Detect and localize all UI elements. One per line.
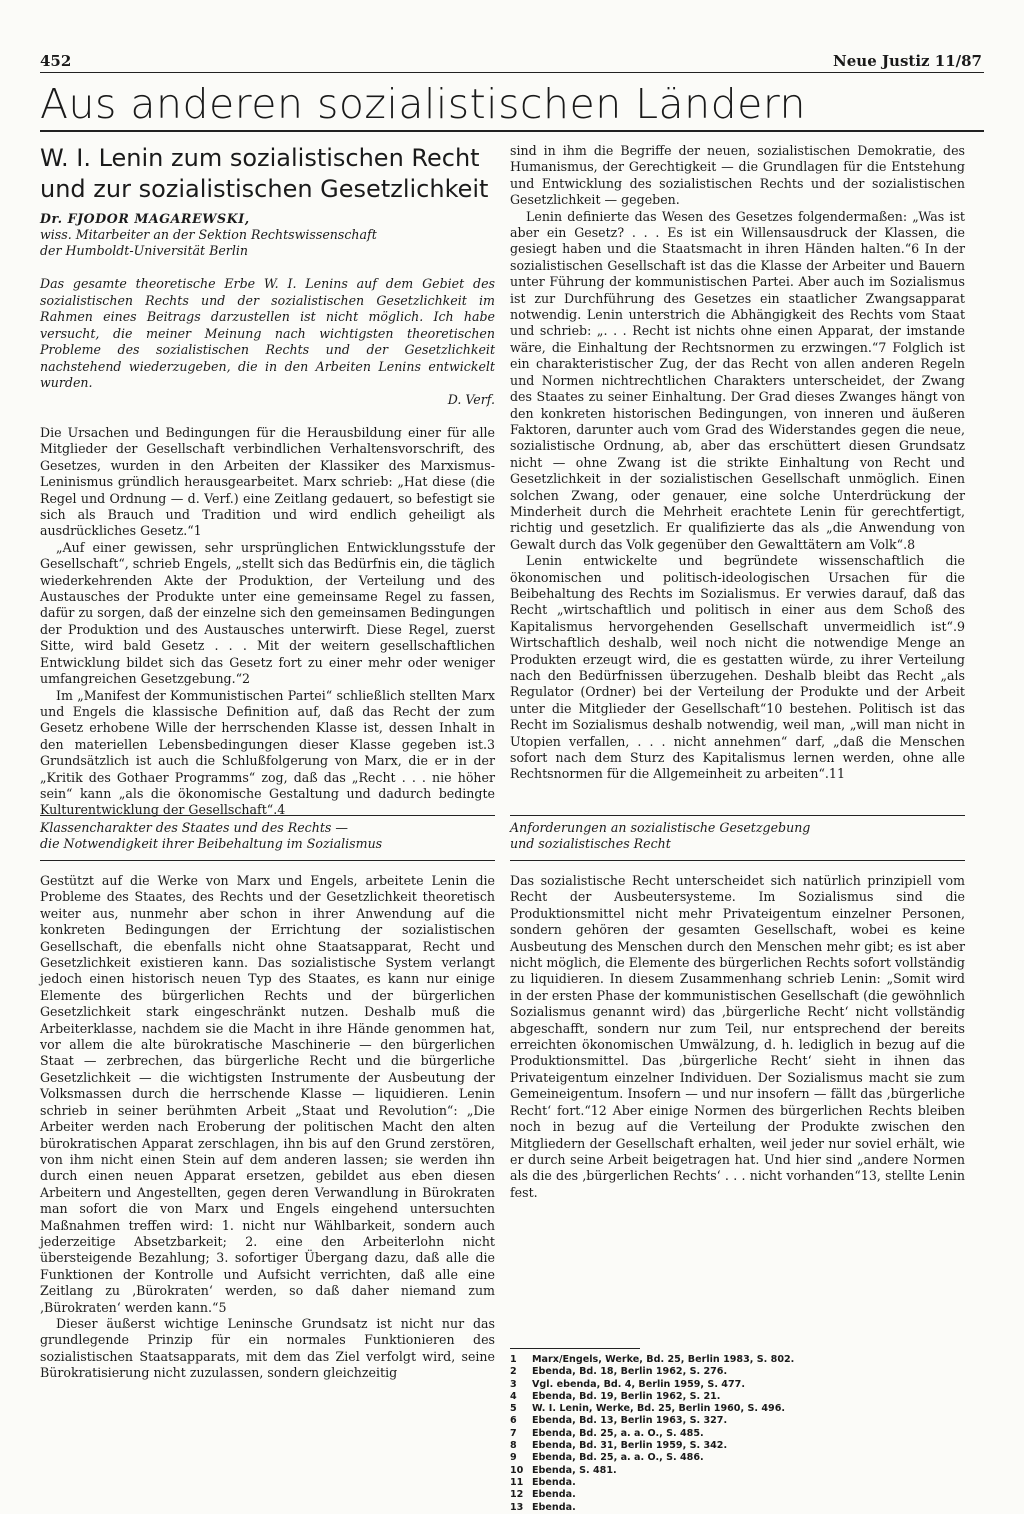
paragraph: Das sozialistische Recht unterscheidet sich natürlich prinzipiell vom Recht der Ausbeutersysteme. Im Sozialismus sind die Produktionsmittel nicht mehr Privateigentum einzelner Personen, sondern gehören der gesamten Gesellschaft, wobei es keine Ausbeutung des Menschen durch den Menschen mehr gibt; es ist aber nicht möglich, die Elemente des bürgerlichen Rechts sofort vollständig zu liquidieren. In diesem Zusammenhang schrieb Lenin: „Somit wird in der ersten Phase der kommunistischen Gesellschaft (die gewöhnlich Sozialismus genannt wird) das ‚bürgerliche Recht‘ nicht vollständig abgeschafft, sondern nur zum Teil, nur entsprechend der bereits erreichten ökonomischen Umwälzung, d. h. lediglich in bezug auf die Produktionsmittel. Das ‚bürgerliche Recht‘ sieht in ihnen das Privateigentum einzelner Individuen. Der Sozialismus macht sie zum Gemeineigentum. Insofern — und nur insofern — fällt das ‚bürgerliche Recht‘ fort.“12 Aber einige Normen des bürgerlichen Rechts bleiben noch in bezug auf die Verteilung der Produkte zwischen den Mitgliedern der Gesellschaft erhalten, weil jeder nur soviel erhält, wie er durch seine Arbeit beigetragen hat. Und hier sind „andere Normen als die des ‚bürgerlichen Rechts‘ . . . nicht vorhanden“13, stellte Lenin fest. [510, 873, 965, 1200]
journal-issue: Neue Justiz 11/87 [833, 52, 982, 70]
article-title [40, 143, 495, 205]
footnote [510, 1440, 965, 1452]
footnote [510, 1465, 965, 1477]
paragraph: sind in ihm die Begriffe der neuen, sozialistischen Demokratie, des Humanismus, der Gerechtigkeit — die Grundlagen für die Entstehung und Entwicklung des sozialistischen Rechts und der sozialistischen Gesetzlichkeit — gegeben. [510, 143, 965, 208]
subheading-rule-right [510, 815, 965, 816]
author-name: Dr. FJODOR MAGAREWSKI, [40, 211, 250, 226]
paragraph: Gestützt auf die Werke von Marx und Engels, arbeitete Lenin die Probleme des Staates, des Rechts und der Gesetzlichkeit theoretisch weiter aus, nunmehr aber schon in ihrer Anwendung auf die konkreten Bedingungen der Errichtung der sozialistischen Gesellschaft, die ebenfalls nicht ohne Staatsapparat, Recht und Gesetzlichkeit existieren kann. Das sozialistische System verlangt jedoch einen historisch neuen Typ des Staates, es kann nur einige Elemente des bürgerlichen Rechts und der bürgerlichen Gesetzlichkeit stark eingeschränkt nutzen. Deshalb muß die Arbeiterklasse, nachdem sie die Macht in ihre Hände genommen hat, vor allem die alte bürokratische Maschinerie — den bürgerlichen Staat — zerbrechen, das bürgerliche Recht und die bürgerliche Gesetzlichkeit — die wichtigsten Instrumente der Ausbeutung der Volksmassen durch die herrschende Klasse — liquidieren. Lenin schrieb in seiner berühmten Arbeit „Staat und Revolution“: „Die Arbeiter werden nach Eroberung der politischen Macht den alten bürokratischen Apparat zerschlagen, ihn bis auf den Grund zerstören, von ihm nicht einen Stein auf dem anderen lassen; sie werden ihn durch einen neuen Apparat ersetzen, gebildet aus eben diesen Arbeitern und Angestellten, gegen deren Verwandlung in Bürokraten man sofort die von Marx und Engels eingehend untersuchten Maßnahmen treffen wird: 1. nicht nur Wählbarkeit, sondern auch jederzeitige Absetzbarkeit; 2. eine den Arbeiterlohn nicht übersteigende Bezahlung; 3. sofortiger Übergang dazu, daß alle die Funktionen der Kontrolle und Aufsicht verrichten, daß alle eine Zeitlang zu ‚Bürokraten‘ werden, so daß daher niemand zum ‚Bürokraten‘ werden kann.“5 [40, 873, 495, 1315]
footnote-number: 11 [510, 1476, 524, 1488]
footnote-text: Ebenda. [532, 1476, 576, 1488]
footnote-number: 9 [510, 1452, 517, 1464]
footnote-text: Ebenda, S. 481. [532, 1464, 617, 1476]
footnote [510, 1391, 965, 1403]
footnote-number: 8 [510, 1440, 517, 1452]
article-title-line-2: und zur sozialistischen Gesetzlichkeit [40, 175, 489, 203]
footnote [510, 1403, 965, 1415]
footnote-text: Vgl. ebenda, Bd. 4, Berlin 1959, S. 477. [532, 1378, 745, 1390]
author-role-1: wiss. Mitarbeiter an der Sektion Rechtswissenschaft [40, 227, 377, 242]
paragraph: „Auf einer gewissen, sehr ursprünglichen Entwicklungsstufe der Gesellschaft“, schrieb Engels, „stellt sich das Bedürfnis ein, die täglich wiederkehrenden Akte der Produktion, der Verteilung und des Austausches der Produkte unter eine gemeinsame Regel zu fassen, dafür zu sorgen, daß der einzelne sich den gemeinsamen Bedingungen der Produktion und des Austausches unterwirft. Diese Regel, zuerst Sitte, wird bald Gesetz . . . Mit der weitern gesellschaftlichen Entwicklung bildet sich das Gesetz fort zu einer mehr oder weniger umfangreichen Gesetzgebung.“2 [40, 539, 495, 687]
subheading-left-line-1: Klassencharakter des Staates und des Rechts — [40, 820, 348, 835]
footnote [510, 1428, 965, 1440]
subheading-right [510, 820, 965, 852]
footnote-number: 13 [510, 1501, 524, 1513]
subheading-rule-right-bottom [510, 860, 965, 861]
section-title: Aus anderen sozialistischen Ländern [40, 80, 807, 128]
footnote [510, 1452, 965, 1464]
footnote-text: Ebenda. [532, 1501, 576, 1513]
subheading-right-line-2: und sozialistisches Recht [510, 836, 671, 851]
footnote-text: W. I. Lenin, Werke, Bd. 25, Berlin 1960, S. 496. [532, 1403, 786, 1415]
footnote [510, 1415, 965, 1427]
subheading-left-line-2: die Notwendigkeit ihrer Beibehaltung im Sozialismus [40, 836, 383, 851]
footnote-text: Marx/Engels, Werke, Bd. 25, Berlin 1983, S. 802. [532, 1354, 795, 1365]
footnotes [510, 1354, 965, 1514]
article-title-line-1: W. I. Lenin zum sozialistischen Recht [40, 144, 480, 172]
footnote-number: 4 [510, 1390, 517, 1402]
intro-text: Das gesamte theoretische Erbe W. I. Lenins auf dem Gebiet des sozialistischen Rechts und der sozialistischen Gesetzlichkeit im Rahmen eines Beitrags darzustellen ist nicht möglich. Ich habe versucht, die meiner Meinung nach wichtigsten theoretischen Probleme des sozialistischen Rechts und der Gesetzlichkeit nachstehend wiederzugeben, die in den Arbeiten Lenins entwickelt wurden. [40, 276, 495, 390]
subheading-right-line-1: Anforderungen an sozialistische Gesetzgebung [510, 820, 811, 835]
footnote [510, 1489, 965, 1501]
paragraph: Die Ursachen und Bedingungen für die Herausbildung einer für alle Mitglieder der Gesellschaft verbindlichen Verhaltensvorschrift, des Gesetzes, wurden in den Arbeiten der Klassiker des Marxismus-Leninismus gründlich herausgearbeitet. Marx schrieb: „Hat diese (die Regel und Ordnung — d. Verf.) eine Zeitlang gedauert, so befestigt sie sich als Brauch und Tradition und wird endlich geheiligt als ausdrückliches Gesetz.“1 [40, 425, 495, 539]
footnote-number: 6 [510, 1415, 517, 1427]
paragraph: Im „Manifest der Kommunistischen Partei“ schließlich stellten Marx und Engels die klassische Definition auf, daß das Recht der zum Gesetz erhobene Wille der herrschenden Klasse ist, dessen Inhalt in den materiellen Lebensbedingungen dieser Klasse gegeben ist.3 Grundsätzlich ist auch die Schlußfolgerung von Marx, die er in der „Kritik des Gothaer Programms“ zog, daß das „Recht . . . nie höher sein“ kann „als die ökonomische Gestaltung und dadurch bedingte Kulturentwicklung der Gesellschaft“.4 [40, 687, 495, 818]
right-column-upper [510, 143, 965, 783]
footnote-text: Ebenda, Bd. 25, a. a. O., S. 486. [532, 1452, 704, 1464]
paragraph: Lenin definierte das Wesen des Gesetzes folgendermaßen: „Was ist aber ein Gesetz? . . . Es ist ein Willensausdruck der Klassen, die gesiegt haben und die Staatsmacht in ihren Händen halten.“6 In der sozialistischen Gesellschaft ist das die Klasse der Arbeiter und Bauern unter Führung der kommunistischen Partei. Aber auch im Sozialismus ist zur Durchführung des Gesetzes ein staatlicher Zwangsapparat notwendig. Lenin unterstrich die Abhängigkeit des Rechts vom Staat und schrieb: „. . . Recht ist nichts ohne einen Apparat, der imstande wäre, die Einhaltung der Rechtsnormen zu erzwingen.“7 Folglich ist ein charakteristischer Zug, der das Recht von allen anderen Regeln und Normen nichtrechtlichen Charakters unterscheidet, der Zwang des Staates zu seiner Einhaltung. Der Grad dieses Zwanges hängt von den konkreten historischen Bedingungen, von inneren und äußeren Faktoren, darunter auch vom Grad des Widerstandes gegen die neue, sozialistische Ordnung, ab, aber das erschüttert diesen Grundsatz nicht — ohne Zwang ist die strikte Einhaltung von Recht und Gesetzlichkeit in der sozialistischen Gesellschaft unmöglich. Einen solchen Zwang, oder genauer, eine solche Unterdrückung der Minderheit durch die Mehrheit erachtete Lenin für gerechtfertigt, richtig und gesetzlich. Er qualifizierte das als „die Anwendung von Gewalt durch das Volk gegenüber den Gewalttätern am Volk“.8 [510, 208, 965, 552]
footnote-text: Ebenda, Bd. 31, Berlin 1959, S. 342. [532, 1440, 728, 1452]
footnote-number: 5 [510, 1403, 517, 1415]
footnote [510, 1477, 965, 1489]
footnote-number: 1 [510, 1354, 517, 1365]
right-column-lower [510, 873, 965, 1201]
footnote-text: Ebenda, Bd. 13, Berlin 1963, S. 327. [532, 1415, 728, 1427]
section-rule [40, 130, 984, 132]
footnote [510, 1366, 965, 1378]
footnote [510, 1502, 965, 1514]
footnote [510, 1379, 965, 1391]
author-block [40, 211, 495, 259]
footnote-number: 2 [510, 1366, 517, 1378]
header-rule [40, 72, 984, 73]
footnote-number: 3 [510, 1378, 517, 1390]
left-column-upper [40, 425, 495, 819]
footnote-text: Ebenda. [532, 1489, 576, 1501]
author-role-2: der Humboldt-Universität Berlin [40, 243, 248, 258]
paragraph: Lenin entwickelte und begründete wissenschaftlich die ökonomischen und politisch-ideologischen Ursachen für die Beibehaltung des Rechts im Sozialismus. Er verwies darauf, daß das Recht „wirtschaftlich und politisch in einer aus dem Schoß des Kapitalismus hervorgehenden Gesellschaft unvermeidlich ist“.9 Wirtschaftlich deshalb, weil noch nicht die notwendige Menge an Produkten erzeugt wird, die es gestatten würde, zu ihrer Verteilung nach den Bedürfnissen überzugehen. Deshalb bleibt das Recht „als Regulator (Ordner) bei der Verteilung der Produkte und der Arbeit unter die Mitglieder der Gesellschaft“10 bestehen. Politisch ist das Recht im Sozialismus deshalb notwendig, weil man, „will man nicht in Utopien verfallen, . . . nicht annehmen“ darf, „daß die Menschen sofort nach dem Sturz des Kapitalismus lernen werden, ohne alle Rechtsnormen für die Allgemeinheit zu arbeiten“.11 [510, 553, 965, 782]
paragraph: Dieser äußerst wichtige Leninsche Grundsatz ist nicht nur das grundlegende Prinzip für ein normales Funktionieren des sozialistischen Staatsapparats, mit dem das Ziel verfolgt wird, seine Bürokratisierung nicht zuzulassen, sondern gleichzeitig [40, 1315, 495, 1381]
intro-signature: D. Verf. [447, 391, 495, 407]
footnote-text: Ebenda, Bd. 18, Berlin 1962, S. 276. [532, 1366, 728, 1378]
page-number: 452 [40, 52, 72, 70]
footnote [510, 1354, 965, 1366]
footnote-text: Ebenda, Bd. 25, a. a. O., S. 485. [532, 1427, 704, 1439]
footnote-number: 10 [510, 1464, 524, 1476]
footnote-text: Ebenda, Bd. 19, Berlin 1962, S. 21. [532, 1390, 721, 1402]
footnote-number: 12 [510, 1489, 524, 1501]
subheading-rule-left [40, 815, 495, 816]
subheading-rule-left-bottom [40, 860, 495, 861]
article-intro [40, 276, 495, 408]
left-column-lower [40, 873, 495, 1382]
subheading-left [40, 820, 495, 852]
footnote-rule [510, 1348, 640, 1349]
footnote-number: 7 [510, 1427, 517, 1439]
